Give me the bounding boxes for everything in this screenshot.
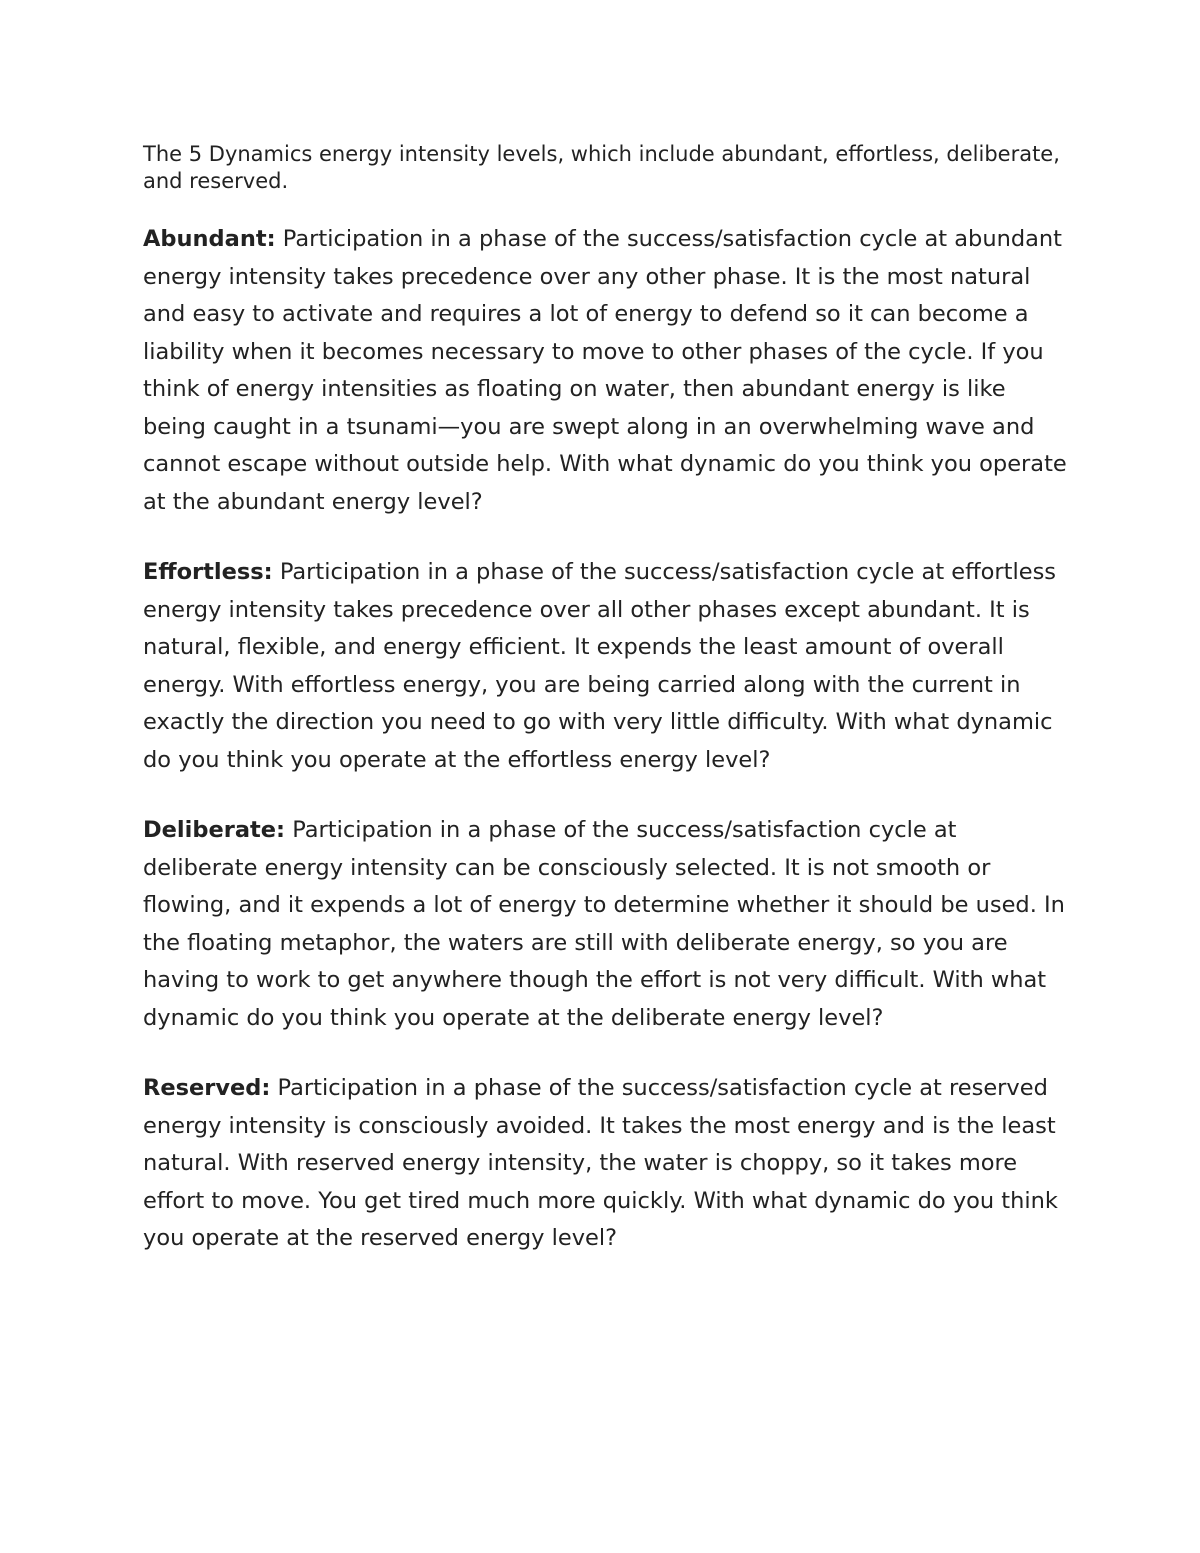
text-reserved: Participation in a phase of the success/satisfaction cycle at reserved energy intensity is consciously avoided. It takes the most energy and is the least natural. With reserved energy intensity, the water is choppy, so it takes more effort to move. You get tired much more quickly. With what dynamic do you think you operate at the reserved energy level? [143,1075,1058,1251]
section-effortless [143,554,1068,779]
section-abundant [143,221,1068,521]
term-abundant: Abundant: [143,226,276,252]
text-effortless: Participation in a phase of the success/satisfaction cycle at effortless energy intensity takes precedence over all other phases except abundant. It is natural, flexible, and energy efficient. It expends the least amount of overall energy. With effortless energy, you are being carried along with the current in exactly the direction you need to go with very little difficulty. With what dynamic do you think you operate at the effortless energy level? [143,559,1057,773]
text-abundant: Participation in a phase of the success/satisfaction cycle at abundant energy intensity takes precedence over any other phase. It is the most natural and easy to activate and requires a lot of energy to defend so it can become a liability when it becomes necessary to move to other phases of the cycle. If you think of energy intensities as floating on water, then abundant energy is like being caught in a tsunami—you are swept along in an overwhelming wave and cannot escape without outside help. With what dynamic do you think you operate at the abundant energy level? [143,226,1067,515]
section-reserved [143,1070,1068,1258]
term-effortless: Effortless: [143,559,273,585]
term-reserved: Reserved: [143,1075,271,1101]
term-deliberate: Deliberate: [143,817,286,843]
section-deliberate [143,812,1068,1037]
document-page [143,141,1068,1291]
intro-paragraph: The 5 Dynamics energy intensity levels, which include abundant, effortless, deliberate, and reserved. [143,142,1060,193]
text-deliberate: Participation in a phase of the success/satisfaction cycle at deliberate energy intensity can be consciously selected. It is not smooth or flowing, and it expends a lot of energy to determine whether it should be used. In the floating metaphor, the waters are still with deliberate energy, so you are having to work to get anywhere though the effort is not very difficult. With what dynamic do you think you operate at the deliberate energy level? [143,817,1065,1031]
